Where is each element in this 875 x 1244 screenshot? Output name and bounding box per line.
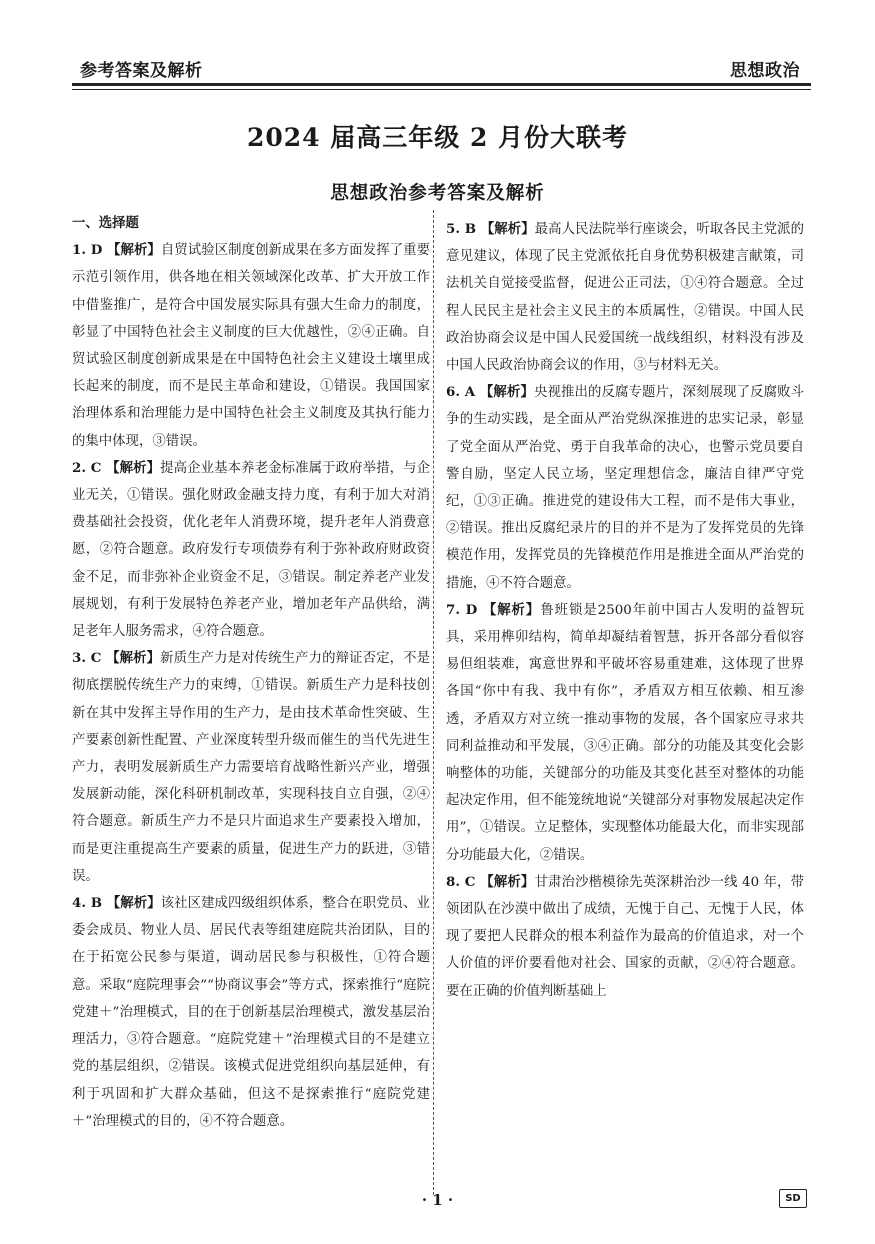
question-7-analysis: 鲁班锁是2500年前中国古人发明的益智玩具，采用榫卯结构，简单却凝结着智慧，拆开各部分看似容易但组装难，寓意世界和平破坏容易重建难，这体现了世界各国“你中有我、我中有你”，矛盾双方相互依赖、相互渗透，矛盾双方对立统一推动事物的发展，各个国家应寻求共同利益推动和平发展，③④正确。部分的功能及其变化会影响整体的功能，关键部分的功能及其变化甚至对整体的功能起决定作用，但不能笼统地说“关键部分对事物发展起决定作用”，①错误。立足整体，实现整体功能最大化，而非实现部分功能最大化，②错误。 (446, 602, 805, 863)
question-6 (446, 379, 804, 597)
question-3-answer: 3. C 【解析】 (72, 650, 161, 667)
question-1-analysis: 自贸试验区制度创新成果在多方面发挥了重要示范引领作用，供各地在相关领域深化改革、扩大开放工作中借鉴推广，是符合中国发展实际具有强大生命力的制度，彰显了中国特色社会主义制度的巨大优越性，②④正确。自贸试验区制度创新成果是在中国特色社会主义建设土壤里成长起来的制度，而不是民主革命和建设，①错误。我国国家治理体系和治理能力是中国特色社会主义制度及其执行能力的集中体现，③错误。 (72, 243, 430, 449)
header-subject-label: 思想政治 (730, 61, 800, 81)
header-left-label: 参考答案及解析 (80, 61, 203, 81)
question-6-answer: 6. A 【解析】 (446, 384, 534, 401)
question-2-answer: 2. C 【解析】 (72, 459, 161, 476)
question-4 (72, 890, 430, 1135)
question-2 (72, 455, 430, 645)
question-4-analysis: 该社区建成四级组织体系，整合在职党员、业委会成员、物业人员、居民代表等组建庭院共治团队，目的在于拓宽公民参与渠道，调动居民参与积极性，①符合题意。采取“庭院理事会”“协商议事会”等方式，探索推行“庭院党建＋”治理模式，目的在于创新基层治理模式，激发基层治理活力，③符合题意。“庭院党建＋”治理模式目的不是建立党的基层组织，②错误。该模式促进党组织向基层延伸，有利于巩固和扩大群众基础，但这不是探索推行“庭院党建＋”治理模式的目的，④不符合题意。 (72, 896, 431, 1129)
question-2-analysis: 提高企业基本养老金标准属于政府举措，与企业无关，①错误。强化财政金融支持力度，有利于加大对消费基础社会投资，优化老年人消费环境，提升老年人消费意愿，②符合题意。政府发行专项债券有利于弥补政府财政资金不足，而非弥补企业资金不足，③错误。制定养老产业发展规划，有利于发展特色养老产业，增加老年产品供给，满足老年人服务需求，④符合题意。 (72, 460, 431, 640)
header-rule-thick (72, 83, 811, 86)
column-divider (433, 210, 434, 1195)
right-column (446, 216, 804, 1005)
question-1-answer: 1. D 【解析】 (72, 242, 161, 259)
header-rule-thin (72, 89, 811, 90)
question-6-analysis: 央视推出的反腐专题片，深刻展现了反腐败斗争的生动实践，是全面从严治党纵深推进的忠实记录，彰显了党全面从严治党、勇于自我革命的决心，也警示党员要自警自励，坚定人民立场，坚定理想信念，廉洁自律严守党纪，①③正确。推进党的建设伟大工程，而不是伟大事业，②错误。推出反腐纪录片的目的并不是为了发挥党员的先锋模范作用，发挥党员的先锋模范作用是推进全面从严治党的措施，④不符合题意。 (446, 385, 805, 591)
question-5-analysis: 最高人民法院举行座谈会，听取各民主党派的意见建议，体现了民主党派依托自身优势积极建言献策，司法机关自觉接受监督，促进公正司法，①④符合题意。全过程人民民主是社会主义民主的本质属性，②错误。中国人民政治协商会议是中国人民爱国统一战线组织，材料没有涉及中国人民政治协商会议的作用，③与材料无关。 (446, 222, 805, 374)
question-3-analysis: 新质生产力是对传统生产力的辩证否定，不是彻底摆脱传统生产力的束缚，①错误。新质生产力是科技创新在其中发挥主导作用的生产力，是由技术革命性突破、生产要素创新性配置、产业深度转型升级而催生的当代先进生产力，表明发展新质生产力需要培育战略性新兴产业，增强发展新动能，深化科研机制改革，实现科技自立自强，②④符合题意。新质生产力不是只片面追求生产要素投入增加，而是更注重提高生产要素的质量，促进生产力的跃进，③错误。 (72, 651, 431, 884)
question-7 (446, 597, 804, 869)
question-5 (446, 216, 804, 379)
section-heading: 一、选择题 (72, 215, 139, 231)
question-8-analysis: 甘肃治沙楷模徐先英深耕治沙一线 40 年，带领团队在沙漠中做出了成绩，无愧于自己、无愧于人民，体现了要把人民群众的根本利益作为最高的价值追求，对一个人价值的评价要看他对社会、国家的贡献，②④符合题意。要在正确的价值判断基础上 (446, 874, 804, 999)
question-4-answer: 4. B 【解析】 (72, 895, 161, 912)
page-number: · 1 · (421, 1191, 454, 1209)
left-column (72, 210, 430, 1135)
page-title: 2024 届高三年级 2 月份大联考 (246, 123, 629, 152)
question-3 (72, 645, 430, 890)
question-5-answer: 5. B 【解析】 (446, 221, 535, 237)
question-1 (72, 237, 430, 455)
question-8-answer: 8. C 【解析】 (446, 873, 535, 890)
question-8 (446, 869, 804, 1005)
sd-badge: SD (779, 1189, 807, 1208)
question-7-answer: 7. D 【解析】 (446, 601, 541, 618)
page-subtitle: 思想政治参考答案及解析 (330, 183, 545, 204)
